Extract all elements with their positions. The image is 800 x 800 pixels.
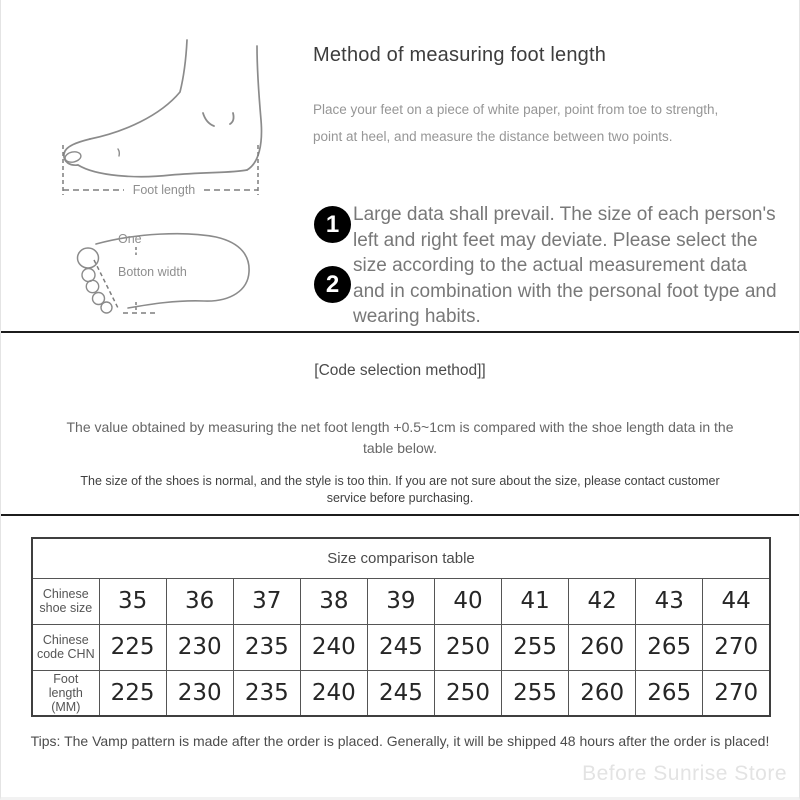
size-value-cell: 245 bbox=[367, 624, 434, 670]
size-value-cell: 230 bbox=[166, 624, 233, 670]
size-value-cell: 255 bbox=[502, 670, 569, 716]
size-value-cell: 44 bbox=[703, 578, 770, 624]
store-watermark: Before Sunrise Store bbox=[582, 762, 787, 785]
size-value-cell: 43 bbox=[636, 578, 703, 624]
code-selection-heading: [Code selection method]] bbox=[314, 362, 486, 379]
size-note bbox=[313, 202, 800, 330]
description-line: point at heel, and measure the distance between two points. bbox=[313, 129, 673, 144]
size-value-cell: 270 bbox=[703, 624, 770, 670]
size-value-cell: 250 bbox=[434, 670, 501, 716]
size-value-cell: 225 bbox=[99, 624, 166, 670]
size-value-cell: 245 bbox=[367, 670, 434, 716]
size-value-cell: 41 bbox=[502, 578, 569, 624]
size-value-cell: 40 bbox=[434, 578, 501, 624]
size-row-label: Foot length (MM) bbox=[32, 670, 99, 716]
size-value-cell: 36 bbox=[166, 578, 233, 624]
size-value-cell: 260 bbox=[569, 670, 636, 716]
foot-sole-diagram bbox=[56, 222, 306, 327]
size-table-title-row bbox=[32, 538, 770, 578]
size-value-cell: 235 bbox=[233, 670, 300, 716]
size-table-row bbox=[32, 670, 770, 716]
size-value-cell: 42 bbox=[569, 578, 636, 624]
size-value-cell: 38 bbox=[300, 578, 367, 624]
note-line: size according to the actual measurement data bbox=[353, 255, 747, 276]
size-value-cell: 39 bbox=[367, 578, 434, 624]
note-line: wearing habits. bbox=[353, 306, 481, 327]
size-value-cell: 270 bbox=[703, 670, 770, 716]
foot-side-diagram bbox=[36, 32, 276, 207]
code-selection-note: The size of the shoes is normal, and the style is too thin. If you are not sure about the size, please contact customer service before purchasing. bbox=[80, 474, 720, 505]
size-value-cell: 235 bbox=[233, 624, 300, 670]
note-number-2-badge: 2 bbox=[314, 266, 351, 303]
code-selection-section bbox=[1, 331, 799, 514]
size-value-cell: 265 bbox=[636, 670, 703, 716]
tips-text: Tips: The Vamp pattern is made after the order is placed. Generally, it will be shipped 48 hours after the order is placed! bbox=[30, 733, 770, 749]
measuring-section bbox=[1, 0, 799, 331]
size-value-cell: 225 bbox=[99, 670, 166, 716]
size-value-cell: 250 bbox=[434, 624, 501, 670]
code-selection-body: The value obtained by measuring the net foot length +0.5~1cm is compared with the shoe length data in the table below. bbox=[66, 419, 734, 456]
size-value-cell: 240 bbox=[300, 624, 367, 670]
measuring-description bbox=[313, 96, 718, 150]
size-row-label: Chinese shoe size bbox=[32, 578, 99, 624]
one-label: One bbox=[118, 232, 142, 246]
size-value-cell: 230 bbox=[166, 670, 233, 716]
note-line: and in combination with the personal foot type and bbox=[353, 280, 777, 302]
note-number-1-badge: 1 bbox=[314, 206, 351, 243]
size-table-title-cell: Size comparison table bbox=[32, 538, 770, 578]
note-lines bbox=[313, 202, 800, 330]
size-value-cell: 260 bbox=[569, 624, 636, 670]
size-table-row bbox=[32, 578, 770, 624]
note-line: left and right feet may deviate. Please select the bbox=[353, 229, 758, 251]
size-row-label: Chinese code CHN bbox=[32, 624, 99, 670]
size-value-cell: 265 bbox=[636, 624, 703, 670]
foot-length-label: Foot length bbox=[132, 183, 196, 197]
size-table-row bbox=[32, 624, 770, 670]
size-comparison-table bbox=[31, 537, 771, 717]
size-value-cell: 255 bbox=[502, 624, 569, 670]
size-table-section bbox=[1, 514, 799, 800]
size-value-cell: 37 bbox=[233, 578, 300, 624]
page-title: Method of measuring foot length bbox=[313, 44, 607, 66]
size-table-body bbox=[32, 538, 770, 716]
size-value-cell: 240 bbox=[300, 670, 367, 716]
bottom-width-label: Botton width bbox=[118, 265, 187, 279]
size-value-cell: 35 bbox=[99, 578, 166, 624]
description-line: Place your feet on a piece of white paper, point from toe to strength, bbox=[313, 102, 719, 117]
note-line: Large data shall prevail. The size of each person's bbox=[353, 204, 776, 225]
